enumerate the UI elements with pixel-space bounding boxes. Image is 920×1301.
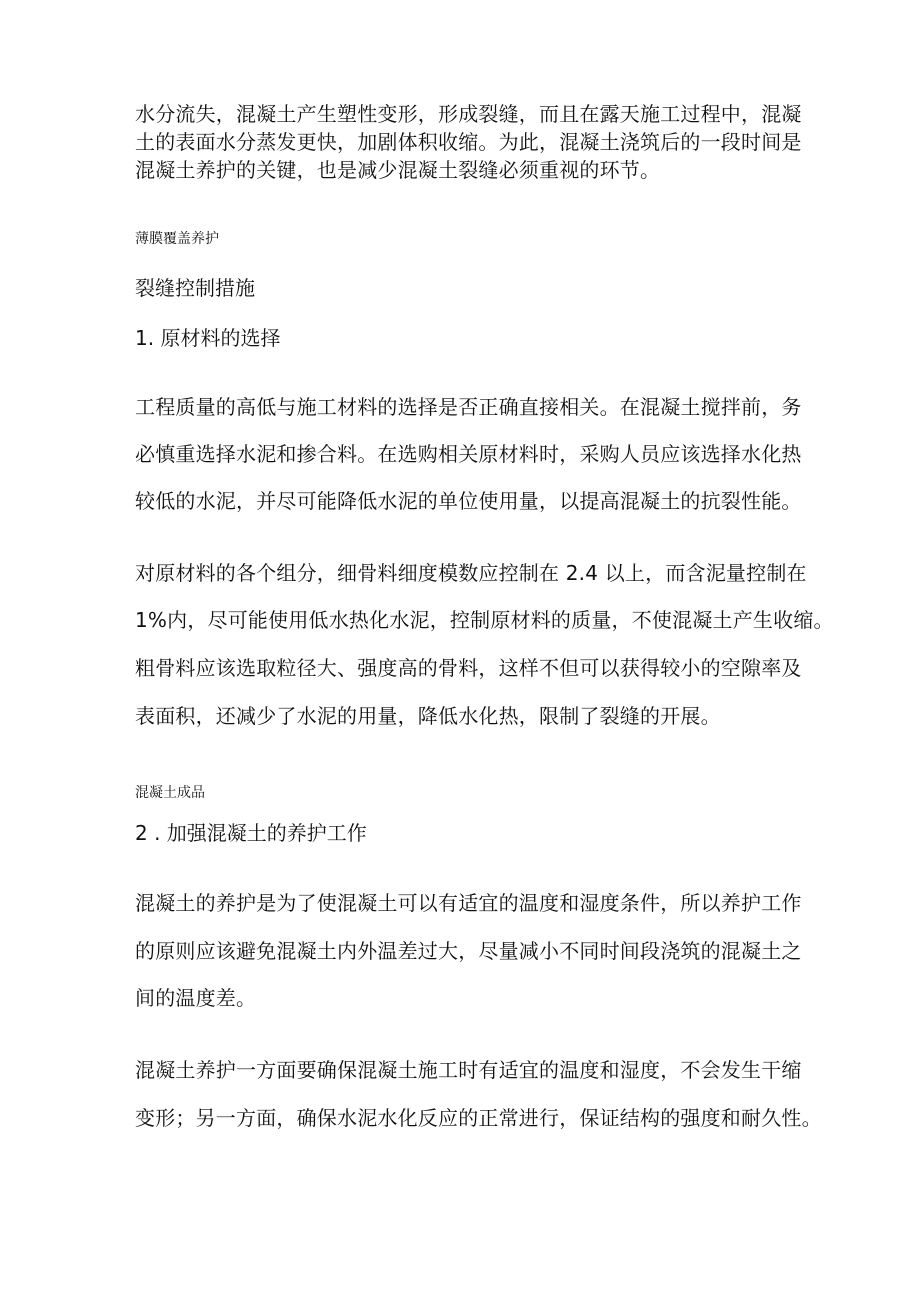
paragraph-line: 间的温度差。: [135, 986, 257, 1010]
paragraph-line: 对原材料的各个组分，细骨料细度模数应控制在 2.4 以上，而含泥量控制在: [135, 561, 807, 585]
paragraph-line: 工程质量的高低与施工材料的选择是否正确直接相关。在混凝土搅拌前，务: [135, 395, 802, 419]
subsection-title: 2 . 加强混凝土的养护工作: [135, 821, 367, 845]
paragraph-line: 较低的水泥，并尽可能降低水泥的单位使用量，以提高混凝土的抗裂性能。: [135, 489, 802, 513]
intro-paragraph-line: 水分流失，混凝土产生塑性变形，形成裂缝，而且在露天施工过程中，混凝: [135, 102, 802, 126]
paragraph-line: 必慎重选择水泥和掺合料。在选购相关原材料时，采购人员应该选择水化热: [135, 442, 802, 466]
subsection-title: 1. 原材料的选择: [135, 326, 281, 350]
section-title: 裂缝控制措施: [135, 276, 255, 300]
image-caption: 混凝土成品: [135, 785, 205, 801]
paragraph-line: 变形；另一方面，确保水泥水化反应的正常进行，保证结构的强度和耐久性。: [135, 1106, 822, 1130]
paragraph-line: 的原则应该避免混凝土内外温差过大，尽量减小不同时间段浇筑的混凝土之: [135, 939, 802, 963]
image-caption: 薄膜覆盖养护: [135, 231, 219, 247]
paragraph-line: 混凝土养护一方面要确保混凝土施工时有适宜的温度和湿度，不会发生干缩: [135, 1058, 802, 1082]
paragraph-line: 表面积，还减少了水泥的用量，降低水化热，限制了裂缝的开展。: [135, 704, 721, 728]
paragraph-line: 1%内，尽可能使用低水热化水泥，控制原材料的质量，不使混凝土产生收缩。: [135, 608, 834, 632]
intro-paragraph-line: 土的表面水分蒸发更快，加剧体积收缩。为此，混凝土浇筑后的一段时间是: [135, 130, 802, 154]
paragraph-line: 粗骨料应该选取粒径大、强度高的骨料，这样不但可以获得较小的空隙率及: [135, 656, 802, 680]
paragraph-line: 混凝土的养护是为了使混凝土可以有适宜的温度和湿度条件，所以养护工作: [135, 891, 802, 915]
intro-paragraph-line: 混凝土养护的关键，也是减少混凝土裂缝必须重视的环节。: [135, 158, 661, 182]
